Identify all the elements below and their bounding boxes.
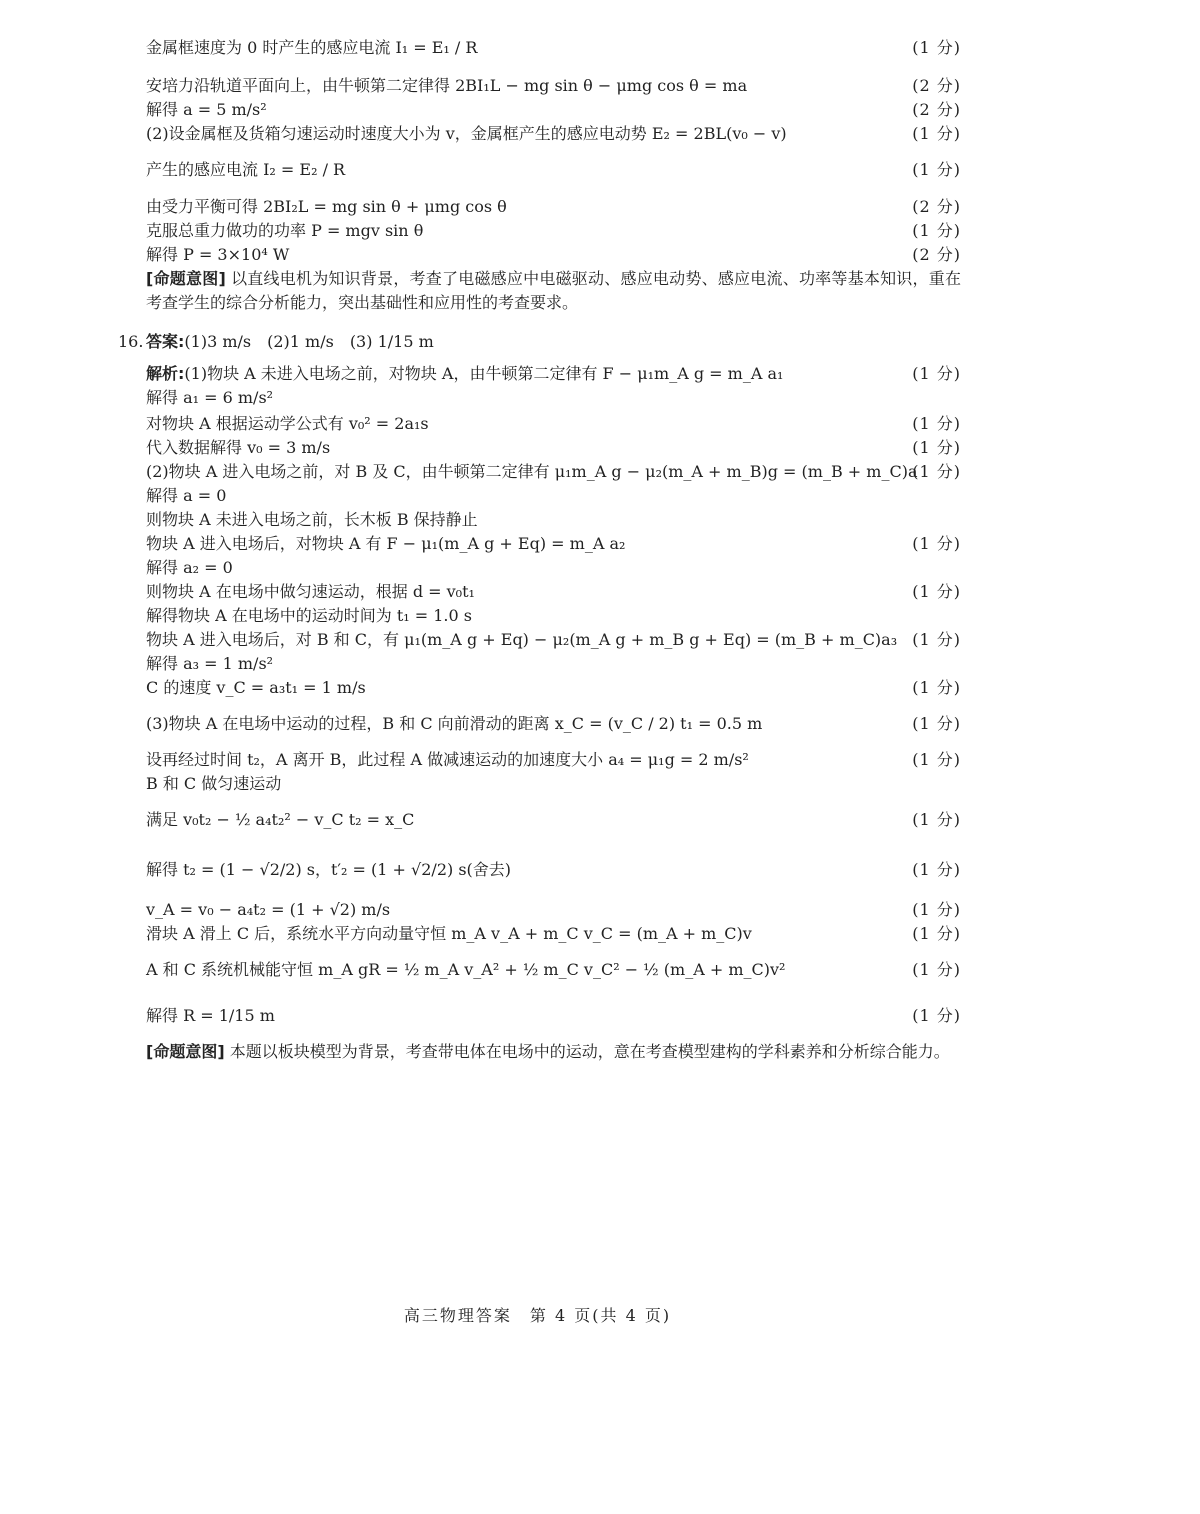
answer-label: 答案:: [146, 332, 185, 351]
analysis-line: 满足 v₀t₂ − ½ a₄t₂² − v_C t₂ = x_C (1 分): [146, 798, 961, 842]
score: (1 分): [912, 124, 961, 143]
intent-paragraph: [146, 267, 961, 315]
score: (1 分): [912, 534, 961, 553]
score: (1 分): [912, 364, 961, 383]
analysis-line: 解得 a₁ = 6 m/s²: [146, 388, 274, 407]
analysis-line: 解得物块 A 在电场中的运动时间为 t₁ = 1.0 s: [146, 606, 472, 625]
intent-text: 以直线电机为知识背景，考查了电磁感应中电磁驱动、感应电动势、感应电流、功率等基本知识，重在考查学生的综合分析能力，突出基础性和应用性的考查要求。: [146, 269, 961, 312]
score: (1 分): [912, 630, 961, 649]
analysis-line: 滑块 A 滑上 C 后，系统水平方向动量守恒 m_A v_A + m_C v_C = (m_A + m_C)v (1 分): [146, 922, 961, 946]
score: (1 分): [912, 221, 961, 240]
analysis-line: (2)物块 A 进入电场之前，对 B 及 C，由牛顿第二定律有 μ₁m_A g − μ₂(m_A + m_B)g = (m_B + m_C)a (1 分): [146, 460, 961, 484]
analysis-line: 代入数据解得 v₀ = 3 m/s (1 分): [146, 436, 961, 460]
analysis-line: 设再经过时间 t₂，A 离开 B，此过程 A 做减速运动的加速度大小 a₄ = μ₁g = 2 m/s² (1 分): [146, 748, 961, 772]
analysis-line: 解得 R = 1/15 m (1 分): [146, 994, 961, 1038]
score: (1 分): [912, 438, 961, 457]
answer-line: (2)设金属框及货箱匀速运动时速度大小为 v，金属框产生的感应电动势 E₂ = 2BL(v₀ − v) (1 分): [146, 122, 961, 146]
score: (1 分): [912, 750, 961, 769]
score: (2 分): [912, 197, 961, 216]
answer-line: 产生的感应电流 I₂ = E₂ / R (1 分): [146, 148, 961, 192]
analysis-line: 物块 A 进入电场后，对物块 A 有 F − μ₁(m_A g + Eq) = m_A a₂ (1 分): [146, 532, 961, 556]
score: (1 分): [912, 38, 961, 57]
analysis-line: C 的速度 v_C = a₃t₁ = 1 m/s (1 分): [146, 676, 961, 700]
intent-label: [命题意图]: [146, 269, 226, 288]
analysis-line: B 和 C 做匀速运动: [146, 774, 282, 793]
score: (1 分): [912, 714, 961, 733]
score: (1 分): [912, 414, 961, 433]
score: (1 分): [912, 462, 961, 481]
intent-paragraph: [146, 1040, 961, 1064]
answer-text: (1)3 m/s (2)1 m/s (3) 1/15 m: [184, 332, 434, 351]
analysis-line: (3)物块 A 在电场中运动的过程，B 和 C 向前滑动的距离 x_C = (v_C / 2) t₁ = 0.5 m (1 分): [146, 702, 961, 746]
score: (1 分): [912, 582, 961, 601]
analysis-line: 对物块 A 根据运动学公式有 v₀² = 2a₁s (1 分): [146, 412, 961, 436]
analysis-line: 解得 a₃ = 1 m/s²: [146, 654, 274, 673]
answer-line: 由受力平衡可得 2BI₂L = mg sin θ + μmg cos θ (2 分): [146, 195, 961, 219]
intent-label: [命题意图]: [146, 1042, 225, 1061]
question-number: 16.: [118, 332, 144, 351]
score: (1 分): [912, 960, 961, 979]
analysis-line: 物块 A 进入电场后，对 B 和 C，有 μ₁(m_A g + Eq) − μ₂(m_A g + m_B g + Eq) = (m_B + m_C)a₃ (1 分): [146, 628, 961, 652]
answer-summary: [146, 330, 961, 354]
analysis-line: A 和 C 系统机械能守恒 m_A gR = ½ m_A v_A² + ½ m_C v_C² − ½ (m_A + m_C)v² (1 分): [146, 948, 961, 992]
score: (1 分): [912, 160, 961, 179]
analysis-line: 解得 a = 0: [146, 486, 227, 505]
score: (2 分): [912, 76, 961, 95]
answer-line: 安培力沿轨道平面向上，由牛顿第二定律得 2BI₁L − mg sin θ − μmg cos θ = ma (2 分): [146, 74, 961, 98]
score: (2 分): [912, 245, 961, 264]
page-footer: 高三物理答案 第 4 页(共 4 页): [403, 1306, 672, 1325]
answer-line: 金属框速度为 0 时产生的感应电流 I₁ = E₁ / R (1 分): [146, 26, 961, 70]
analysis-line: 则物块 A 未进入电场之前，长木板 B 保持静止: [146, 510, 478, 529]
score: (1 分): [912, 810, 961, 829]
answer-line: 克服总重力做功的功率 P = mgv sin θ (1 分): [146, 219, 961, 243]
answer-line: 解得 a = 5 m/s² (2 分): [146, 98, 961, 122]
score: (2 分): [912, 100, 961, 119]
analysis-line: 解得 a₂ = 0: [146, 558, 233, 577]
analysis-line: v_A = v₀ − a₄t₂ = (1 + √2) m/s (1 分): [146, 898, 961, 922]
answer-line: 解得 P = 3×10⁴ W (2 分): [146, 243, 961, 267]
score: (1 分): [912, 678, 961, 697]
score: (1 分): [912, 900, 961, 919]
score: (1 分): [912, 1006, 961, 1025]
analysis-label: 解析:: [146, 364, 185, 383]
analysis-line: 解析:(1)物块 A 未进入电场之前，对物块 A，由牛顿第二定律有 F − μ₁m_A g = m_A a₁ (1 分): [146, 362, 961, 386]
analysis-line: 解得 t₂ = (1 − √2/2) s，t′₂ = (1 + √2/2) s(舍去) (1 分): [146, 848, 961, 892]
score: (1 分): [912, 860, 961, 879]
analysis-line: 则物块 A 在电场中做匀速运动，根据 d = v₀t₁ (1 分): [146, 580, 961, 604]
intent-text: 本题以板块模型为背景，考查带电体在电场中的运动，意在考查模型建构的学科素养和分析综合能力。: [229, 1042, 950, 1061]
score: (1 分): [912, 924, 961, 943]
